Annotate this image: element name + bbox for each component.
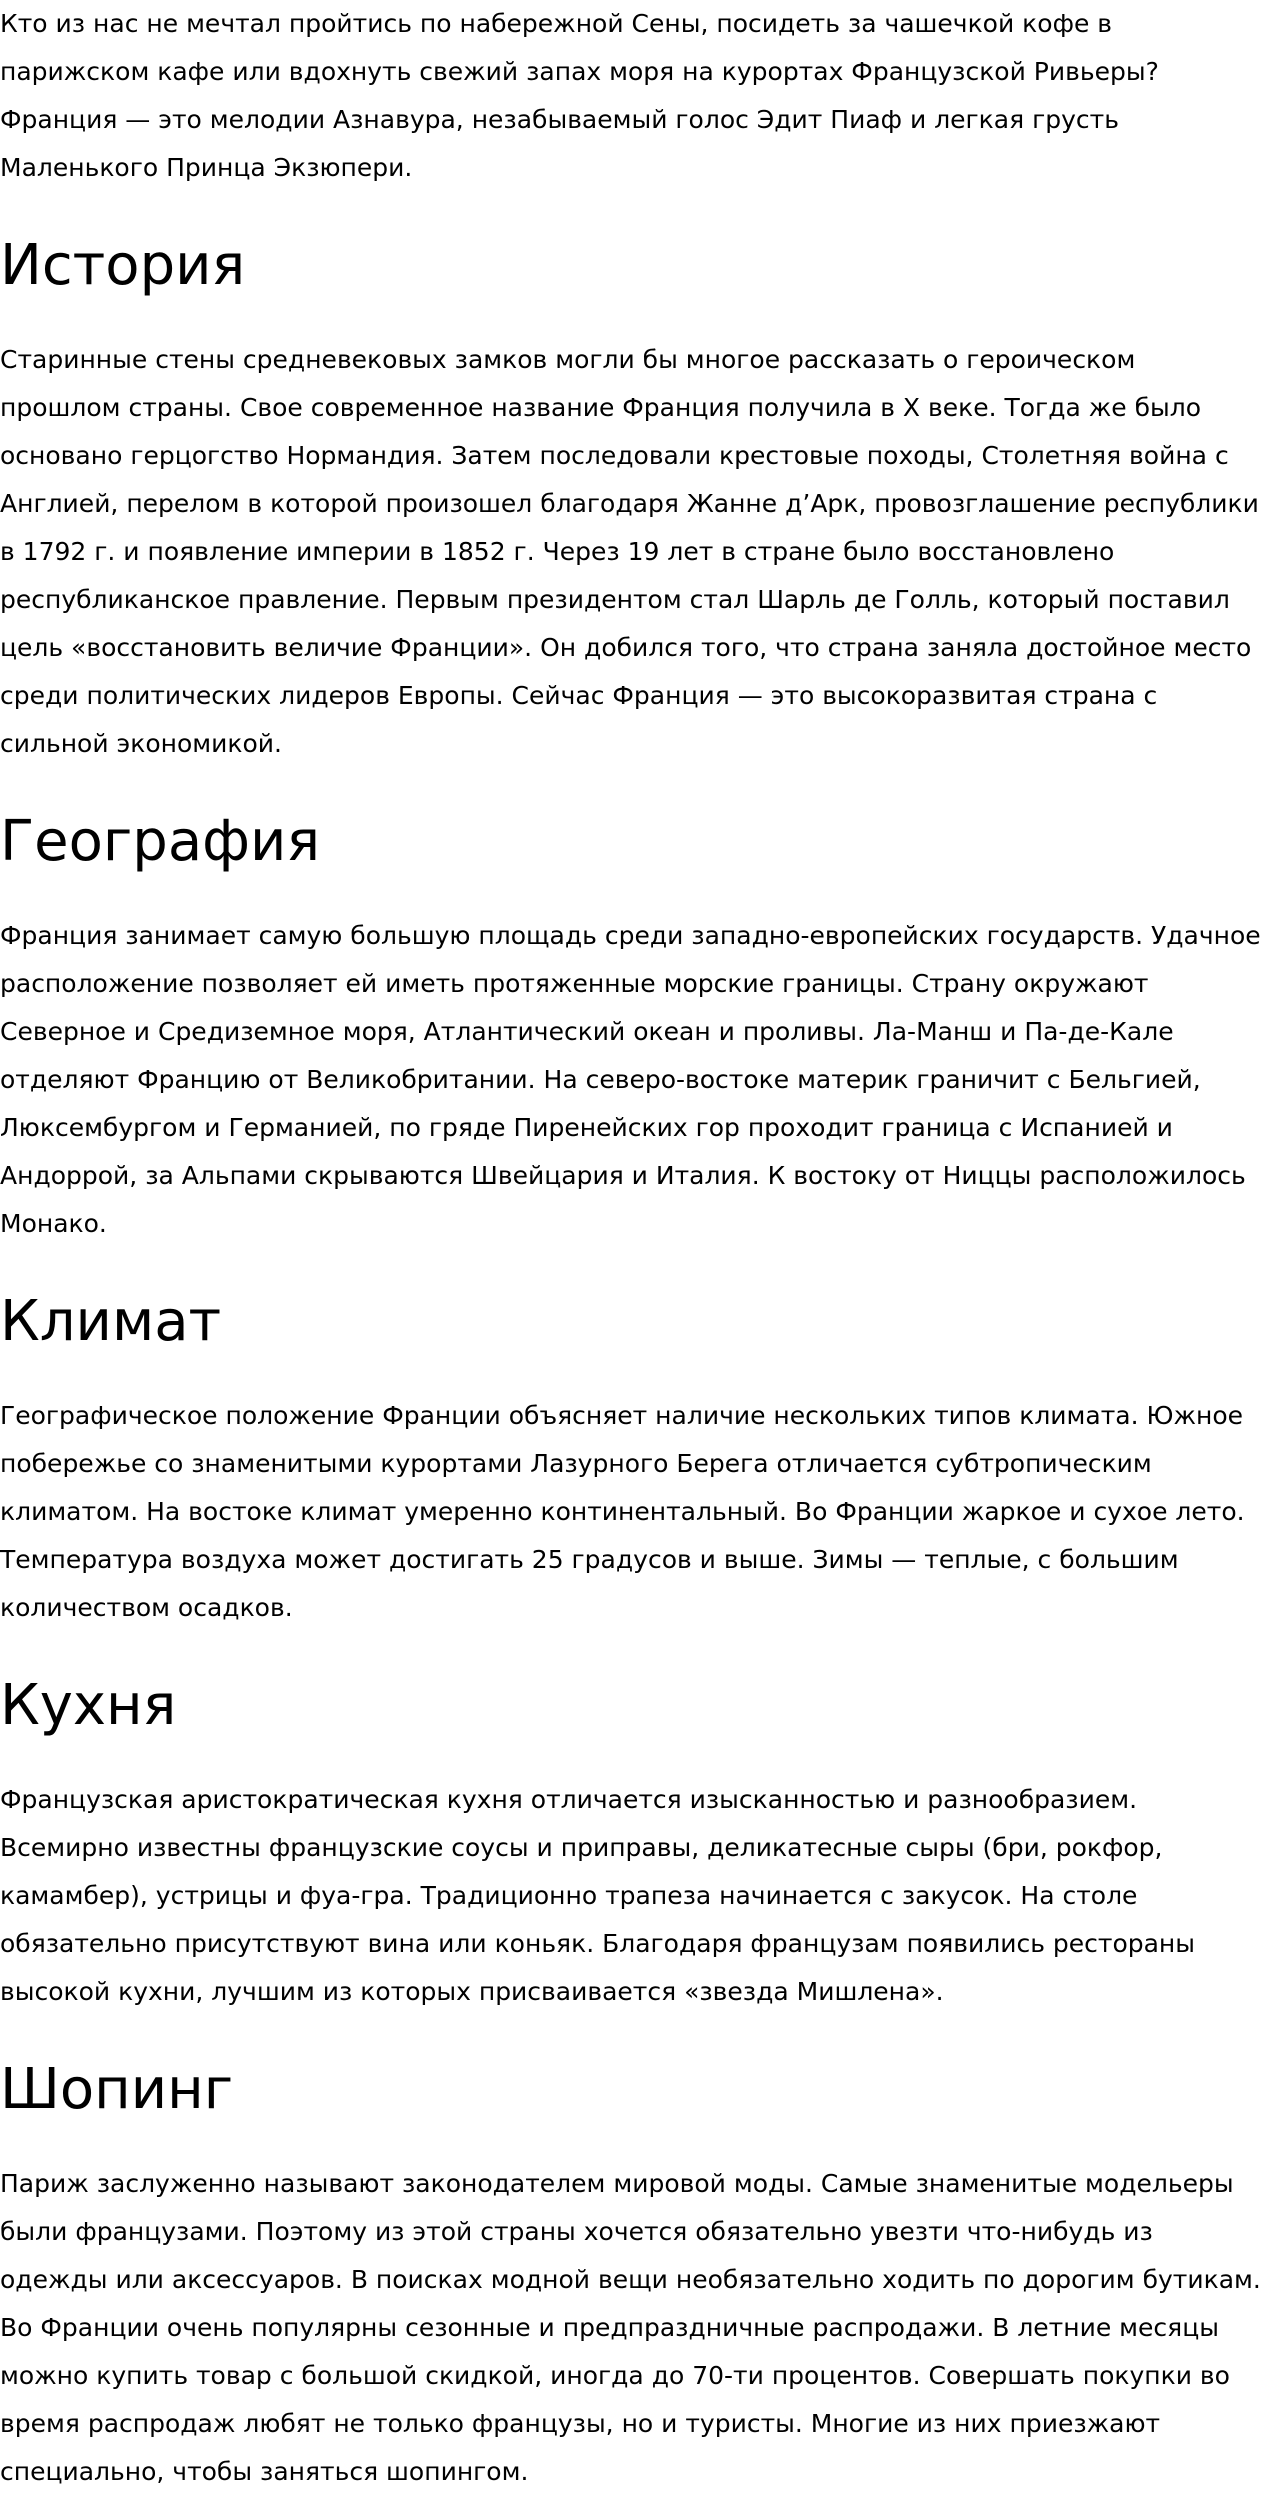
section-history	[0, 192, 1262, 768]
section-heading-shopping: Шопинг	[0, 2057, 234, 2122]
section-text-history: Старинные стены средневековых замков могли бы многое рассказать о героическом прошлом страны. Свое современное название Франция получила в X веке. Тогда же было основано герцогство Нормандия. Затем последовали крестовые походы, Столетняя война с Англией, перелом в которой произошел благодаря Жанне д’Арк, провозглашение республики в 1792 г. и появление империи в 1852 г. Через 19 лет в стране было восстановлено республиканское правление. Первым президентом стал Шарль де Голль, который поставил цель «восстановить величие Франции». Он добился того, что страна заняла достойное место среди политических лидеров Европы. Сейчас Франция — это высокоразвитая страна с сильной экономикой.	[0, 345, 1259, 758]
section-heading-history: История	[0, 233, 246, 298]
section-shopping	[0, 2016, 1262, 2496]
section-climate	[0, 1248, 1262, 1632]
section-text-shopping: Париж заслуженно называют законодателем мировой моды. Самые знаменитые модельеры были французами. Поэтому из этой страны хочется обязательно увезти что-нибудь из одежды или аксессуаров. В поисках модной вещи необязательно ходить по дорогим бутикам. Во Франции очень популярны сезонные и предпраздничные распродажи. В летние месяцы можно купить товар с большой скидкой, иногда до 70-ти процентов. Совершать покупки во время распродаж любят не только французы, но и туристы. Многие из них приезжают специально, чтобы заняться шопингом.	[0, 2169, 1261, 2486]
section-geography	[0, 768, 1262, 1248]
section-heading-climate: Климат	[0, 1289, 222, 1354]
section-text-climate: Географическое положение Франции объясняет наличие нескольких типов климата. Южное побережье со знаменитыми курортами Лазурного Берега отличается субтропическим климатом. На востоке климат умеренно континентальный. Во Франции жаркое и сухое лето. Температура воздуха может достигать 25 градусов и выше. Зимы — теплые, с большим количеством осадков.	[0, 1401, 1245, 1622]
section-cuisine	[0, 1632, 1262, 2016]
section-heading-cuisine: Кухня	[0, 1673, 177, 1738]
section-heading-geography: География	[0, 809, 321, 874]
section-text-geography: Франция занимает самую большую площадь среди западно-европейских государств. Удачное расположение позволяет ей иметь протяженные морские границы. Страну окружают Северное и Средиземное моря, Атлантический океан и проливы. Ла-Манш и Па-де-Кале отделяют Францию от Великобритании. На северо-востоке материк граничит с Бельгией, Люксембургом и Германией, по гряде Пиренейских гор проходит граница с Испанией и Андоррой, за Альпами скрываются Швейцария и Италия. К востоку от Ниццы расположилось Монако.	[0, 921, 1261, 1238]
section-text-cuisine: Французская аристократическая кухня отличается изысканностью и разнообразием. Всемирно известны французские соусы и приправы, деликатесные сыры (бри, рокфор, камамбер), устрицы и фуа-гра. Традиционно трапеза начинается с закусок. На столе обязательно присутствуют вина или коньяк. Благодаря французам появились рестораны высокой кухни, лучшим из которых присваивается «звезда Мишлена».	[0, 1785, 1196, 2006]
intro-paragraph: Кто из нас не мечтал пройтись по набережной Сены, посидеть за чашечкой кофе в парижском кафе или вдохнуть свежий запах моря на курортах Французской Ривьеры? Франция — это мелодии Азнавура, незабываемый голос Эдит Пиаф и легкая грусть Маленького Принца Экзюпери.	[0, 9, 1159, 182]
